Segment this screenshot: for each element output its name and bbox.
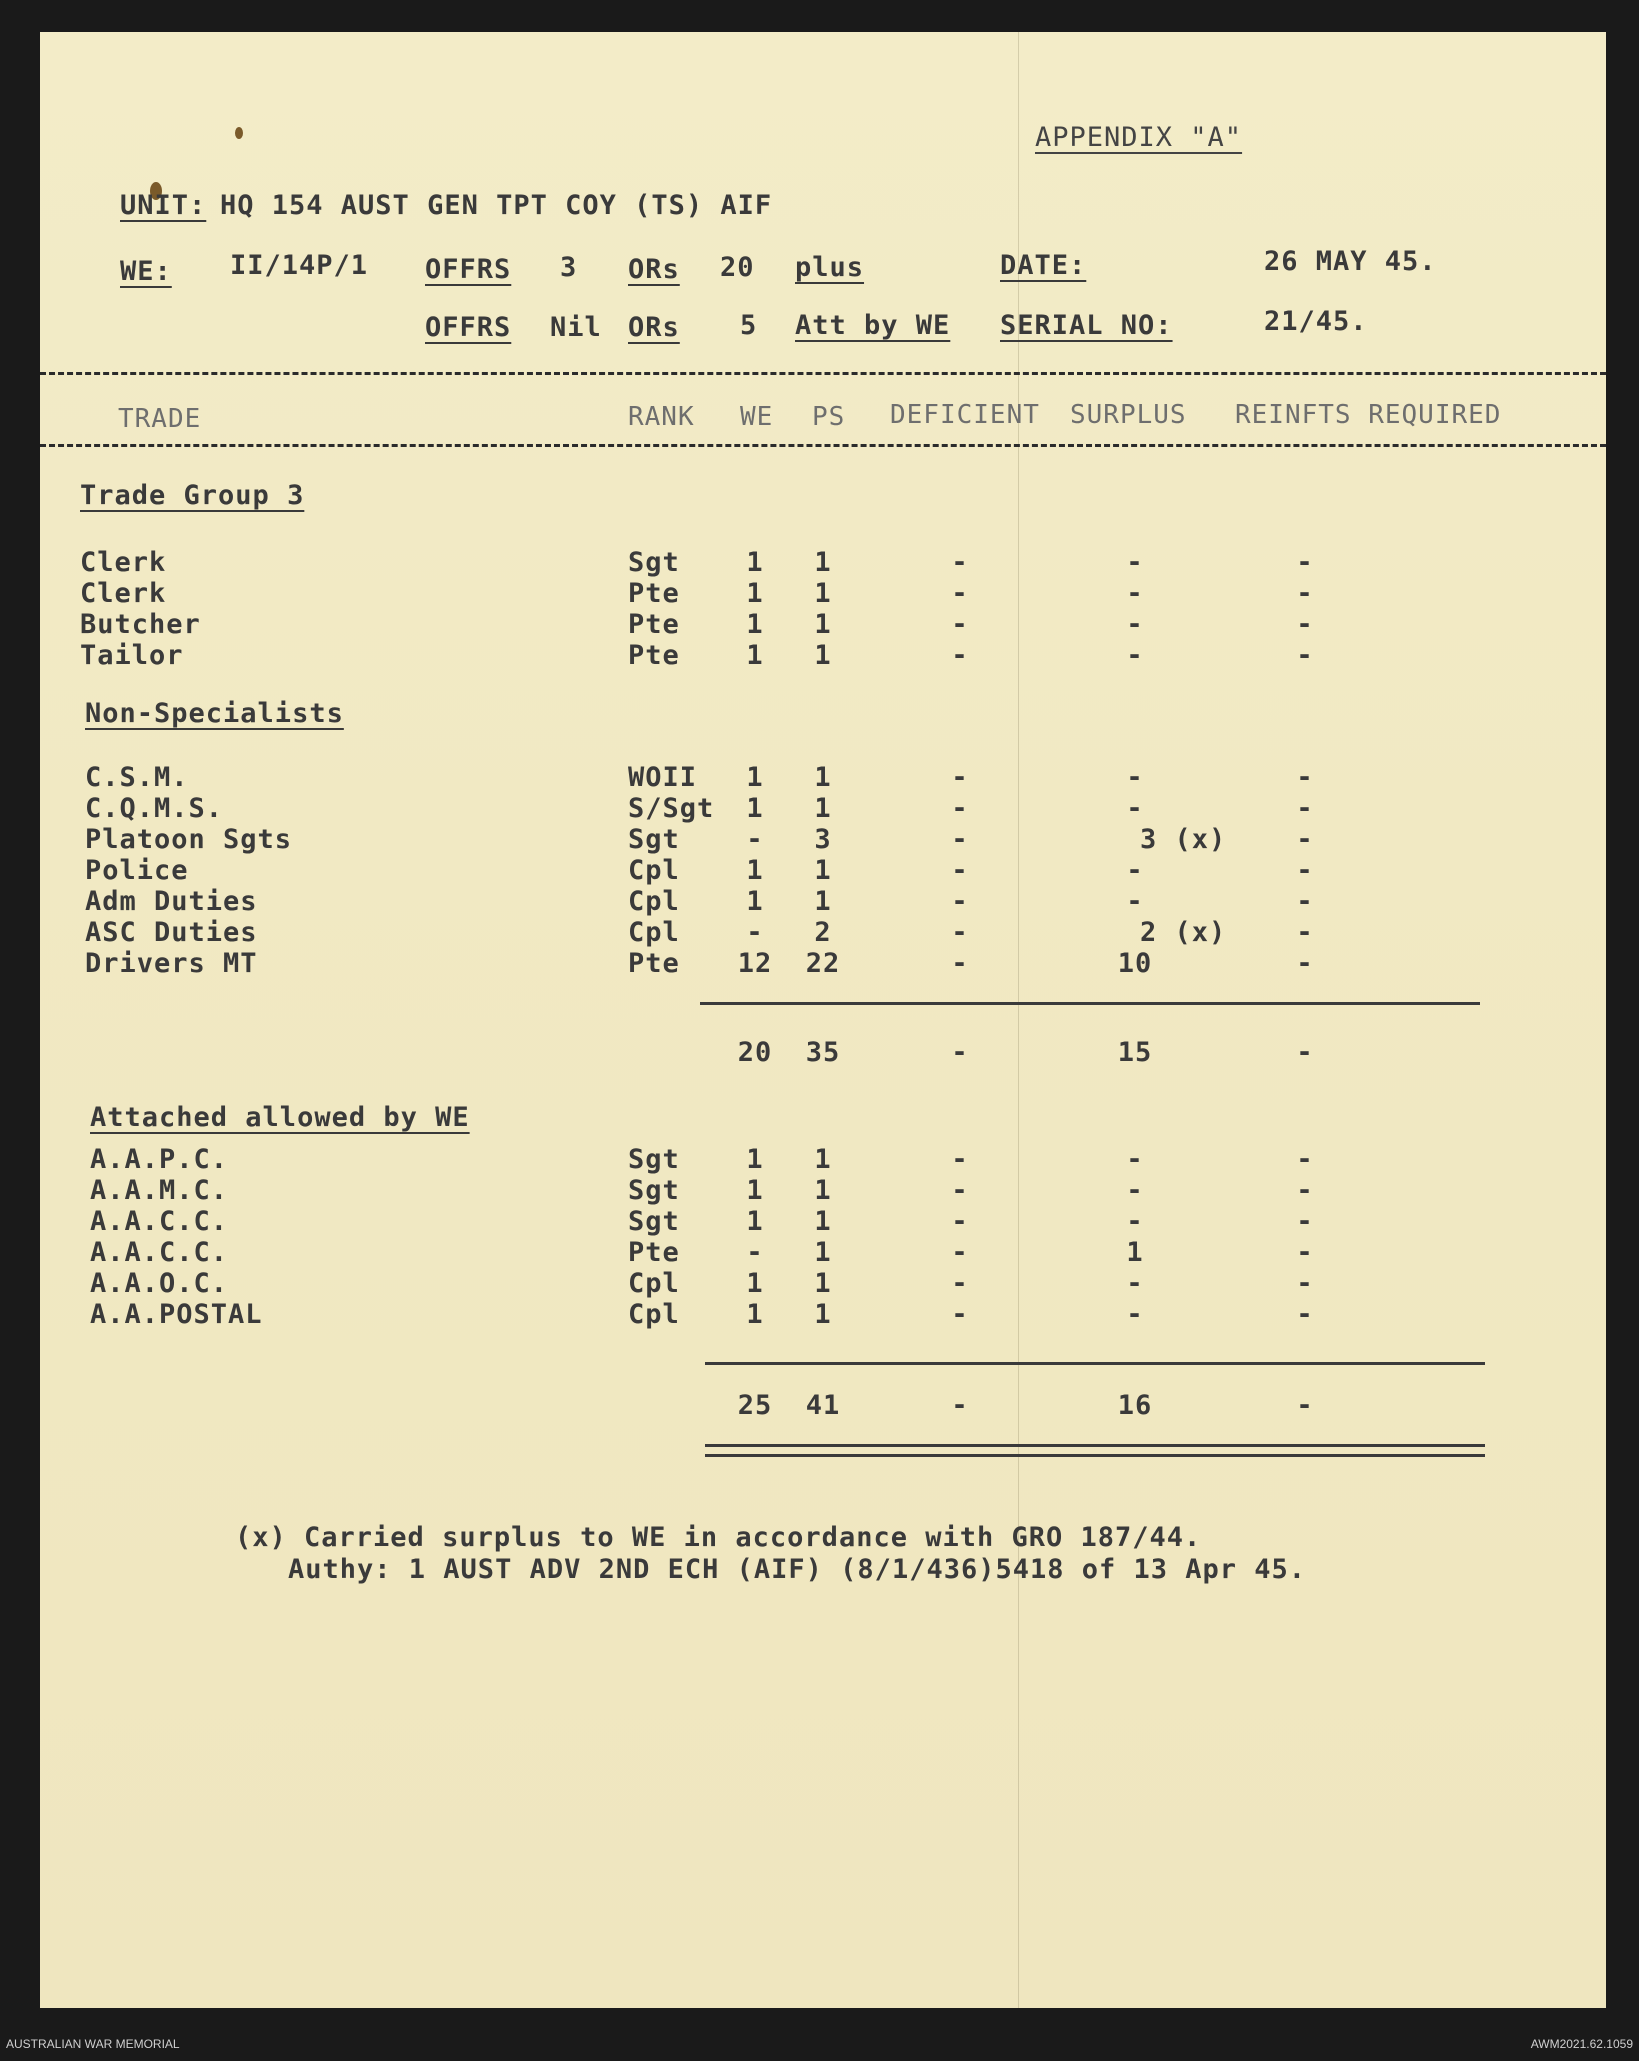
row-we: 1 <box>746 609 764 640</box>
att-ors-label: ORs <box>628 312 680 343</box>
row-we: 1 <box>746 578 764 609</box>
row-trade: Butcher <box>80 609 201 640</box>
row-we: 1 <box>746 1144 764 1175</box>
row-rank: Pte <box>628 948 680 979</box>
row-surplus: 2 (x) <box>1140 917 1227 948</box>
row-ps: 1 <box>814 793 832 824</box>
footer-institution: AUSTRALIAN WAR MEMORIAL <box>6 2037 180 2051</box>
subtotal-surplus: 16 <box>1117 1390 1153 1421</box>
row-reinfts: - <box>1296 1268 1314 1299</box>
row-rank: Sgt <box>628 1175 680 1206</box>
row-ps: 3 <box>814 824 832 855</box>
row-surplus: - <box>1126 793 1144 824</box>
row-deficient: - <box>951 1299 969 1330</box>
col-rank: RANK <box>628 402 695 432</box>
col-ps: PS <box>812 402 846 432</box>
row-reinfts: - <box>1296 1299 1314 1330</box>
row-ps: 1 <box>814 886 832 917</box>
row-deficient: - <box>951 1175 969 1206</box>
ors-label: ORs <box>628 254 680 285</box>
row-ps: 1 <box>814 762 832 793</box>
col-trade: TRADE <box>118 404 202 434</box>
serial-value: 21/45. <box>1264 306 1368 337</box>
row-reinfts: - <box>1296 640 1314 671</box>
row-deficient: - <box>951 762 969 793</box>
row-rank: Cpl <box>628 855 680 886</box>
row-deficient: - <box>951 948 969 979</box>
subtotal-ps: 41 <box>805 1390 841 1421</box>
row-trade: Clerk <box>80 578 167 609</box>
row-ps: 1 <box>814 640 832 671</box>
row-surplus: 3 (x) <box>1140 824 1227 855</box>
row-rank: Pte <box>628 1237 680 1268</box>
row-deficient: - <box>951 886 969 917</box>
row-reinfts: - <box>1296 793 1314 824</box>
row-we: 1 <box>746 1268 764 1299</box>
row-rank: Pte <box>628 578 680 609</box>
att-by-we: Att by WE <box>795 310 951 341</box>
header-rule-bottom <box>40 444 1606 447</box>
offrs-value: 3 <box>560 252 578 283</box>
footer-accession: AWM2021.62.1059 <box>1530 2037 1633 2051</box>
row-surplus: 10 <box>1117 948 1153 979</box>
row-surplus: - <box>1126 547 1144 578</box>
subtotal-we: 25 <box>737 1390 773 1421</box>
row-reinfts: - <box>1296 1237 1314 1268</box>
row-surplus: 1 <box>1126 1237 1144 1268</box>
row-deficient: - <box>951 1206 969 1237</box>
row-we: 1 <box>746 855 764 886</box>
row-trade: A.A.POSTAL <box>90 1299 263 1330</box>
row-trade: Clerk <box>80 547 167 578</box>
col-reinfts: REINFTS REQUIRED <box>1235 400 1502 430</box>
row-we: 1 <box>746 793 764 824</box>
subtotal-surplus: 15 <box>1117 1037 1153 1068</box>
row-ps: 1 <box>814 855 832 886</box>
row-trade: A.A.C.C. <box>90 1206 229 1237</box>
subtotal-reinfts: - <box>1296 1390 1314 1421</box>
note-surplus: (x) Carried surplus to WE in accordance with GRO 187/44. <box>235 1522 1202 1553</box>
row-rank: Pte <box>628 609 680 640</box>
subtotal-we: 20 <box>737 1037 773 1068</box>
document-page <box>40 32 1606 2008</box>
row-ps: 1 <box>814 1206 832 1237</box>
row-surplus: - <box>1126 855 1144 886</box>
row-reinfts: - <box>1296 609 1314 640</box>
row-surplus: - <box>1126 1175 1144 1206</box>
row-surplus: - <box>1126 609 1144 640</box>
row-ps: 1 <box>814 1175 832 1206</box>
row-reinfts: - <box>1296 762 1314 793</box>
row-reinfts: - <box>1296 547 1314 578</box>
row-trade: A.A.C.C. <box>90 1237 229 1268</box>
row-trade: Adm Duties <box>85 886 258 917</box>
header-rule-top <box>40 372 1606 375</box>
subtotal-deficient: - <box>951 1037 969 1068</box>
row-rank: Cpl <box>628 886 680 917</box>
subtotal-reinfts: - <box>1296 1037 1314 1068</box>
row-reinfts: - <box>1296 578 1314 609</box>
att-offrs-value: Nil <box>550 312 602 343</box>
unit-value: HQ 154 AUST GEN TPT COY (TS) AIF <box>220 190 773 221</box>
total-rule <box>705 1362 1485 1365</box>
group-title-non-specialists: Non-Specialists <box>85 698 344 729</box>
note-authority: Authy: 1 AUST ADV 2ND ECH (AIF) (8/1/436)5418 of 13 Apr 45. <box>288 1554 1307 1585</box>
row-trade: A.A.P.C. <box>90 1144 229 1175</box>
row-we: 1 <box>746 640 764 671</box>
att-ors-value: 5 <box>740 310 758 341</box>
row-rank: S/Sgt <box>628 793 715 824</box>
row-deficient: - <box>951 578 969 609</box>
row-ps: 1 <box>814 547 832 578</box>
double-rule-1 <box>705 1444 1485 1447</box>
row-deficient: - <box>951 824 969 855</box>
row-trade: Drivers MT <box>85 948 258 979</box>
row-rank: Sgt <box>628 547 680 578</box>
col-we: WE <box>740 402 774 432</box>
group-title-trade-group-3: Trade Group 3 <box>80 480 305 511</box>
row-reinfts: - <box>1296 917 1314 948</box>
row-deficient: - <box>951 793 969 824</box>
row-we: - <box>746 1237 764 1268</box>
row-deficient: - <box>951 609 969 640</box>
row-ps: 1 <box>814 578 832 609</box>
row-we: - <box>746 824 764 855</box>
row-we: 1 <box>746 1175 764 1206</box>
row-trade: A.A.O.C. <box>90 1268 229 1299</box>
row-deficient: - <box>951 855 969 886</box>
row-ps: 2 <box>814 917 832 948</box>
subtotal-ps: 35 <box>805 1037 841 1068</box>
subtotal-rule <box>700 1002 1480 1005</box>
row-ps: 1 <box>814 609 832 640</box>
row-we: - <box>746 917 764 948</box>
row-reinfts: - <box>1296 1175 1314 1206</box>
row-we: 1 <box>746 547 764 578</box>
row-we: 12 <box>737 948 773 979</box>
row-surplus: - <box>1126 1299 1144 1330</box>
row-surplus: - <box>1126 1144 1144 1175</box>
row-reinfts: - <box>1296 824 1314 855</box>
row-surplus: - <box>1126 886 1144 917</box>
row-surplus: - <box>1126 762 1144 793</box>
row-reinfts: - <box>1296 886 1314 917</box>
row-rank: Sgt <box>628 1144 680 1175</box>
row-rank: Pte <box>628 640 680 671</box>
col-deficient: DEFICIENT <box>890 400 1040 430</box>
row-trade: ASC Duties <box>85 917 258 948</box>
group-title-attached: Attached allowed by WE <box>90 1102 470 1133</box>
date-label: DATE: <box>1000 250 1087 281</box>
row-trade: C.Q.M.S. <box>85 793 224 824</box>
row-deficient: - <box>951 547 969 578</box>
row-ps: 1 <box>814 1299 832 1330</box>
row-deficient: - <box>951 1237 969 1268</box>
row-we: 1 <box>746 1206 764 1237</box>
row-deficient: - <box>951 1268 969 1299</box>
row-surplus: - <box>1126 640 1144 671</box>
row-rank: Cpl <box>628 1299 680 1330</box>
offrs-label: OFFRS <box>425 254 512 285</box>
row-surplus: - <box>1126 1268 1144 1299</box>
row-trade: Platoon Sgts <box>85 824 293 855</box>
plus-label: plus <box>795 252 865 283</box>
serial-label: SERIAL NO: <box>1000 310 1173 341</box>
row-we: 1 <box>746 886 764 917</box>
row-deficient: - <box>951 640 969 671</box>
row-ps: 22 <box>805 948 841 979</box>
stain-mark <box>235 127 243 139</box>
row-deficient: - <box>951 917 969 948</box>
row-reinfts: - <box>1296 948 1314 979</box>
row-deficient: - <box>951 1144 969 1175</box>
row-rank: Cpl <box>628 1268 680 1299</box>
ors-value: 20 <box>720 252 755 283</box>
row-ps: 1 <box>814 1237 832 1268</box>
row-rank: Sgt <box>628 824 680 855</box>
row-ps: 1 <box>814 1144 832 1175</box>
row-we: 1 <box>746 1299 764 1330</box>
we-label: WE: <box>120 256 172 287</box>
row-surplus: - <box>1126 578 1144 609</box>
row-surplus: - <box>1126 1206 1144 1237</box>
appendix-title: APPENDIX "A" <box>1035 122 1243 153</box>
row-rank: WOII <box>628 762 698 793</box>
we-code: II/14P/1 <box>230 250 369 281</box>
row-reinfts: - <box>1296 1206 1314 1237</box>
row-rank: Sgt <box>628 1206 680 1237</box>
subtotal-deficient: - <box>951 1390 969 1421</box>
row-we: 1 <box>746 762 764 793</box>
row-trade: Tailor <box>80 640 184 671</box>
row-rank: Cpl <box>628 917 680 948</box>
att-offrs-label: OFFRS <box>425 312 512 343</box>
row-trade: A.A.M.C. <box>90 1175 229 1206</box>
double-rule-2 <box>705 1454 1485 1457</box>
row-trade: C.S.M. <box>85 762 189 793</box>
row-trade: Police <box>85 855 189 886</box>
row-reinfts: - <box>1296 1144 1314 1175</box>
date-value: 26 MAY 45. <box>1264 246 1437 277</box>
row-reinfts: - <box>1296 855 1314 886</box>
unit-label: UNIT: <box>120 190 207 221</box>
col-surplus: SURPLUS <box>1070 400 1187 430</box>
row-ps: 1 <box>814 1268 832 1299</box>
